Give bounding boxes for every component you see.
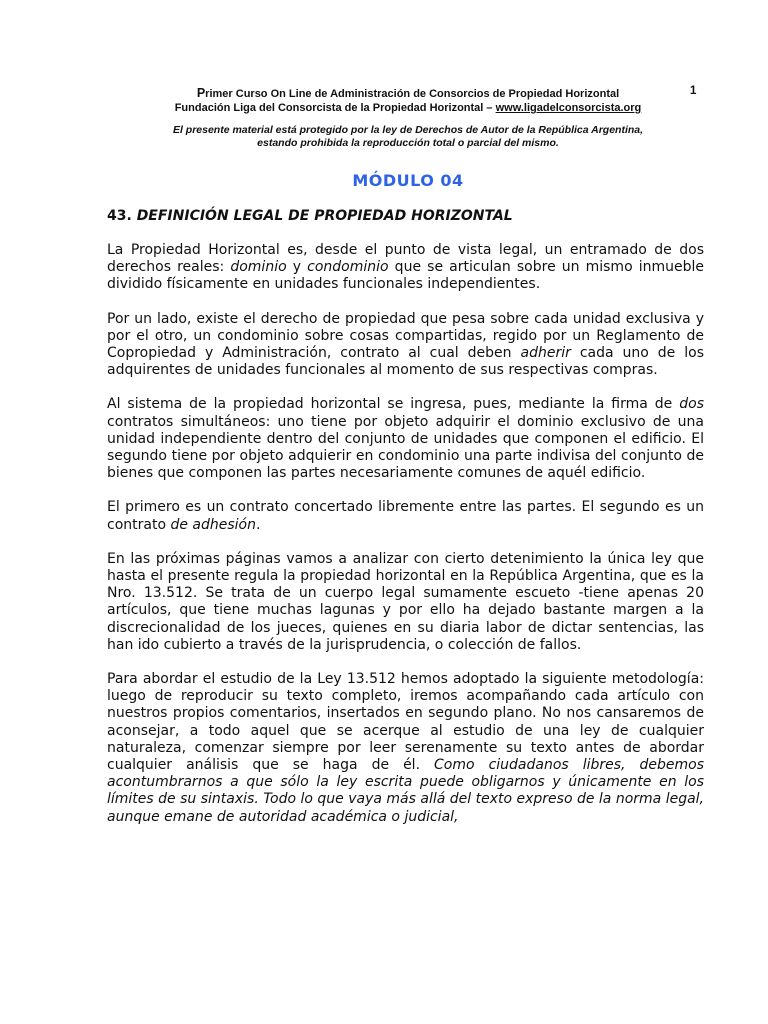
paragraph-3 (107, 396, 704, 482)
paragraph-6 (107, 671, 704, 826)
paragraph-2 (107, 311, 704, 380)
document-body (107, 242, 704, 843)
header-website-link[interactable]: www.ligadelconsorcista.org (495, 102, 642, 114)
paragraph-5 (107, 551, 704, 654)
copyright-notice-line-2: estando prohibida la reproducción total o parcial del mismo. (257, 137, 559, 149)
copyright-notice-line-1: El presente material está protegido por la ley de Derechos de Autor de la República Argentina, (172, 124, 644, 136)
paragraph-text: Al sistema de la propiedad horizontal se ingresa, pues, mediante la firma de (107, 396, 680, 413)
header-initial: P (196, 86, 206, 100)
page-header (108, 86, 708, 115)
header-course-title (108, 86, 708, 101)
paragraph-text: contratos simultáneos: uno tiene por objeto adquirir el dominio exclusivo de una unidad independiente dentro del conjunto de unidades que componen el edificio. El segundo tiene por objeto adquierir en condominio una parte indivisa del conjunto de bienes que componen las partes necesariamente comunes de aquél edificio. (107, 413, 704, 482)
paragraph-text: La Propiedad Horizontal es, desde el punto de vista legal, un entramado de dos derechos reales: (107, 242, 704, 276)
paragraph-emphasis: Como ciudadanos libres, debemos acontumbrarnos a que sólo la ley escrita puede obligarnos y únicamente en los límites de su sintaxis. Todo lo que vaya más allá del texto expreso de la norma legal, aunque emane de autoridad académica o judicial, (107, 757, 704, 825)
paragraph-emphasis: dos (679, 396, 704, 413)
paragraph-text: que se articulan sobre un mismo inmueble dividido físicamente en unidades funcionales independientes. (107, 259, 705, 293)
paragraph-emphasis: dominio (230, 259, 287, 276)
paragraph-text: Por un lado, existe el derecho de propiedad que pesa sobre cada unidad exclusiva y por el otro, un condominio sobre cosas compartidas, regido por un Reglamento de Copropiedad y Administración, contrato al cual deben (107, 310, 704, 362)
paragraph-text: y (286, 259, 308, 276)
paragraph-text: El primero es un contrato concertado libremente entre las partes. El segundo es un contrato (107, 499, 704, 533)
paragraph-text: . (256, 516, 261, 533)
section-title: DEFINICIÓN LEGAL DE PROPIEDAD HORIZONTAL (136, 208, 513, 224)
section-heading (107, 208, 513, 224)
header-foundation (108, 101, 708, 115)
paragraph-emphasis: condominio (307, 259, 389, 276)
paragraph-text: cada uno de los adquirentes de unidades funcionales al momento de sus respectivas compras. (107, 345, 705, 379)
header-course-title-text: rimer Curso On Line de Administración de Consorcios de Propiedad Horizontal (205, 88, 620, 100)
paragraph-emphasis: de adhesión (170, 516, 256, 533)
paragraph-4 (107, 499, 704, 533)
paragraph-text: En las próximas páginas vamos a analizar con cierto detenimiento la única ley que hasta el presente regula la propiedad horizontal en la República Argentina, que es la Nro. 13.512. Se trata de un cuerpo legal sumamente escueto -tiene apenas 20 artículos, que tiene muchas lagunas y por ello ha dejado bastante margen a la discrecionalidad de los jueces, quienes en su diaria labor de dictar sentencias, las han ido cubierto a través de la jurisprudencia, o colección de fallos. (107, 550, 704, 653)
module-title: MÓDULO 04 (352, 171, 464, 190)
paragraph-1 (107, 242, 704, 294)
paragraph-emphasis: adherir (520, 345, 571, 362)
copyright-notice (108, 124, 708, 150)
page-number: 1 (690, 85, 697, 97)
paragraph-text: Para abordar el estudio de la Ley 13.512 hemos adoptado la siguiente metodología: luego de reproducir su texto completo, iremos acompañando cada artículo con nuestros propios comentarios, insertados en segundo plano. No nos cansaremos de aconsejar, a todo aquel que se acerque al estudio de una ley de cualquier naturaleza, comenzar siempre por leer serenamente su texto antes de abordar cualquier análisis que se haga de él. (107, 671, 704, 774)
header-foundation-text: Fundación Liga del Consorcista de la Propiedad Horizontal – (174, 102, 496, 114)
section-number: 43. (107, 208, 132, 224)
